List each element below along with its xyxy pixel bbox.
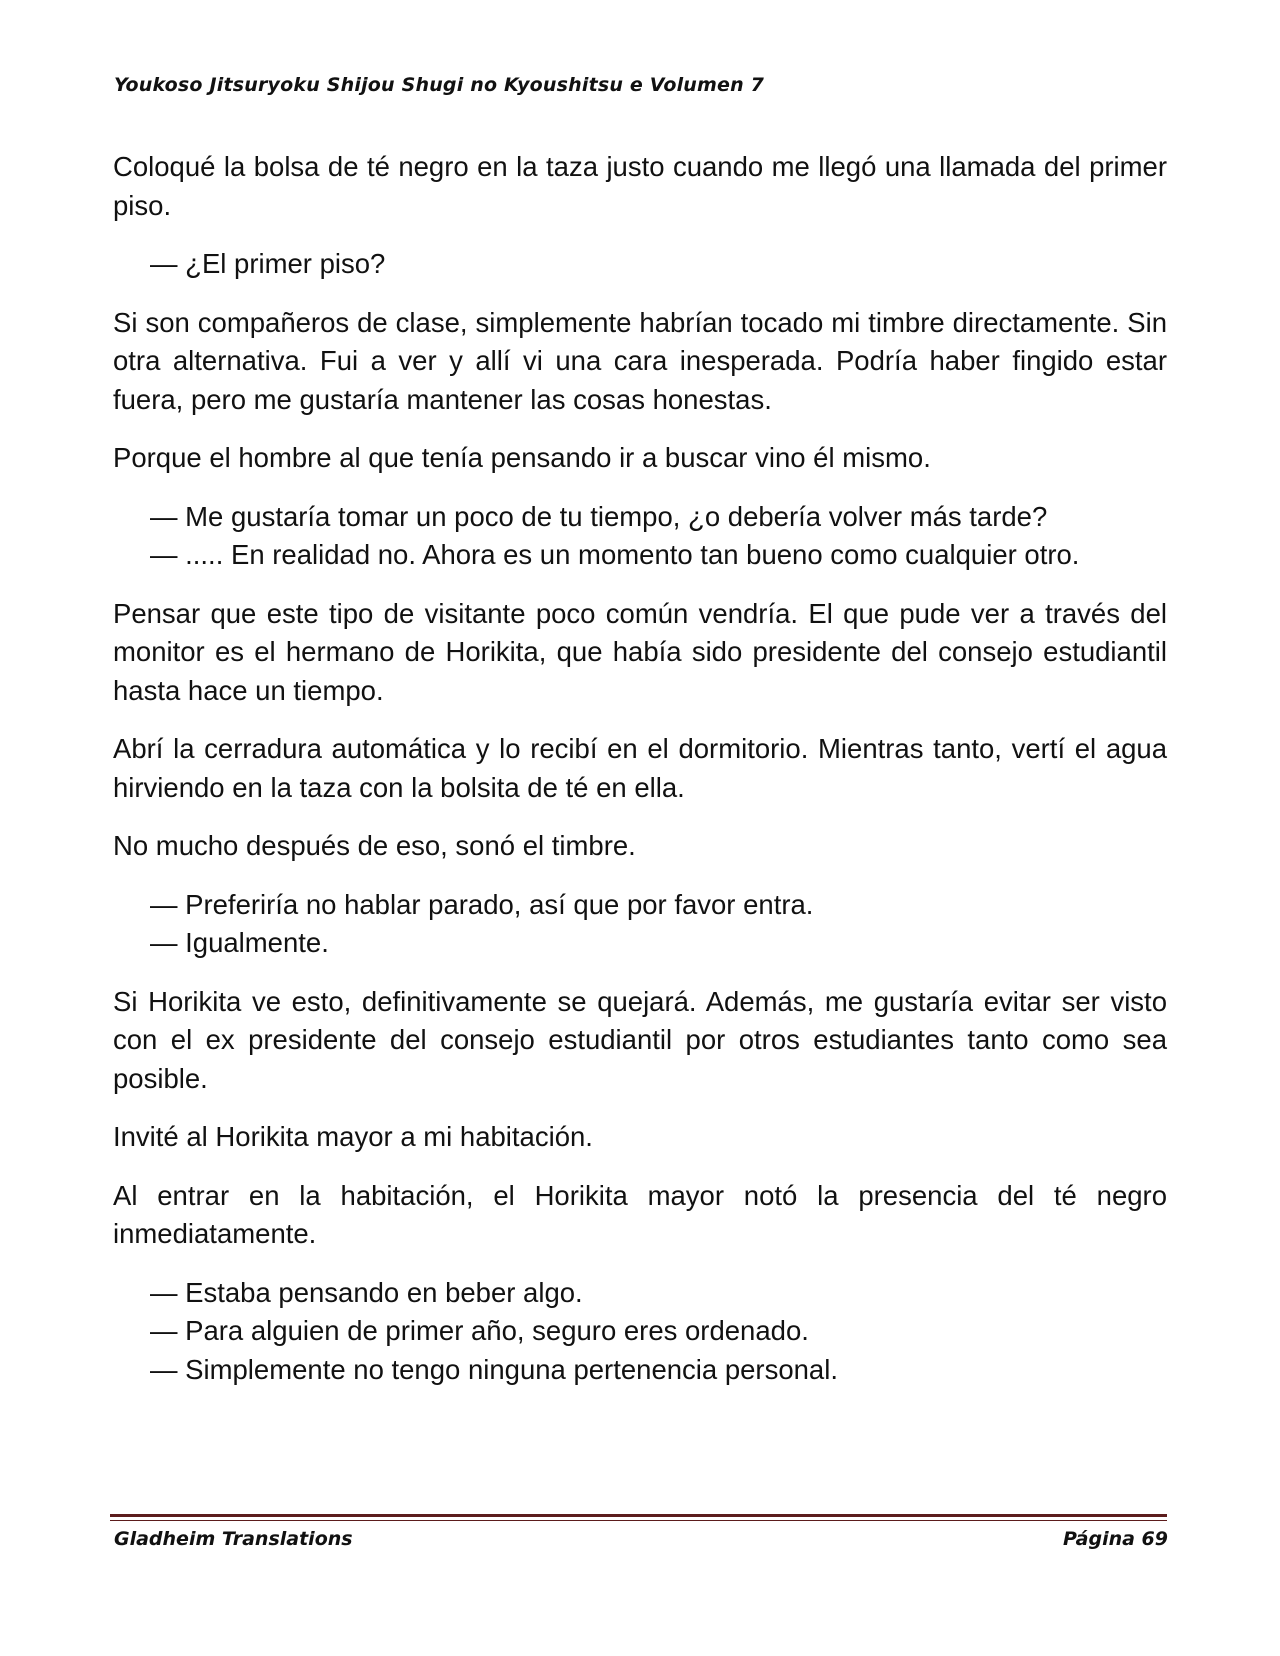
dialogue-line: — ..... En realidad no. Ahora es un momento tan bueno como cualquier otro.: [150, 539, 1080, 570]
footer-page-number: Página 69: [1062, 1528, 1168, 1550]
paragraph: Invité al Horikita mayor a mi habitación.: [113, 1121, 593, 1152]
page-header-title: Youkoso Jitsuryoku Shijou Shugi no Kyoushitsu e Volumen 7: [114, 74, 765, 96]
dialogue-line: — ¿El primer piso?: [150, 248, 386, 279]
dialogue-line: — Me gustaría tomar un poco de tu tiempo, ¿o debería volver más tarde?: [150, 500, 1048, 532]
page-body: [113, 148, 1167, 1409]
dialogue-block: [113, 886, 1167, 963]
dialogue-line: — Igualmente.: [150, 927, 329, 958]
paragraph: Si son compañeros de clase, simplemente habrían tocado mi timbre directamente. Sin otra alternativa. Fui a ver y allí vi una cara inesperada. Podría haber fingido estar fuera, pero me gustaría mantener las cosas honestas.: [113, 306, 1167, 415]
paragraph: Pensar que este tipo de visitante poco común vendría. El que pude ver a través del monitor es el hermano de Horikita, que había sido presidente del consejo estudiantil hasta hace un tiempo.: [113, 597, 1167, 706]
footer-divider: [110, 1514, 1167, 1517]
dialogue-block: [113, 498, 1167, 575]
dialogue-block: [113, 245, 1167, 284]
dialogue-line: — Estaba pensando en beber algo.: [150, 1276, 583, 1308]
paragraph: Porque el hombre al que tenía pensando ir a buscar vino él mismo.: [113, 442, 931, 473]
dialogue-line: — Simplemente no tengo ninguna pertenencia personal.: [150, 1353, 838, 1385]
footer-translator-credit: Gladheim Translations: [114, 1528, 353, 1550]
paragraph: Abrí la cerradura automática y lo recibí en el dormitorio. Mientras tanto, vertí el agua hirviendo en la taza con la bolsita de té en ella.: [113, 733, 1167, 803]
paragraph: Al entrar en la habitación, el Horikita mayor notó la presencia del té negro inmediatamente.: [113, 1179, 1167, 1249]
dialogue-line: — Preferiría no hablar parado, así que por favor entra.: [150, 888, 814, 920]
footer-divider-thin: [110, 1520, 1167, 1521]
dialogue-line: — Para alguien de primer año, seguro eres ordenado.: [150, 1315, 809, 1346]
dialogue-block: [113, 1274, 1167, 1390]
paragraph: Coloqué la bolsa de té negro en la taza justo cuando me llegó una llamada del primer piso.: [113, 151, 1167, 221]
paragraph: No mucho después de eso, sonó el timbre.: [113, 830, 636, 861]
paragraph: Si Horikita ve esto, definitivamente se quejará. Además, me gustaría evitar ser visto con el ex presidente del consejo estudiantil por otros estudiantes tanto como sea posible.: [113, 985, 1167, 1094]
